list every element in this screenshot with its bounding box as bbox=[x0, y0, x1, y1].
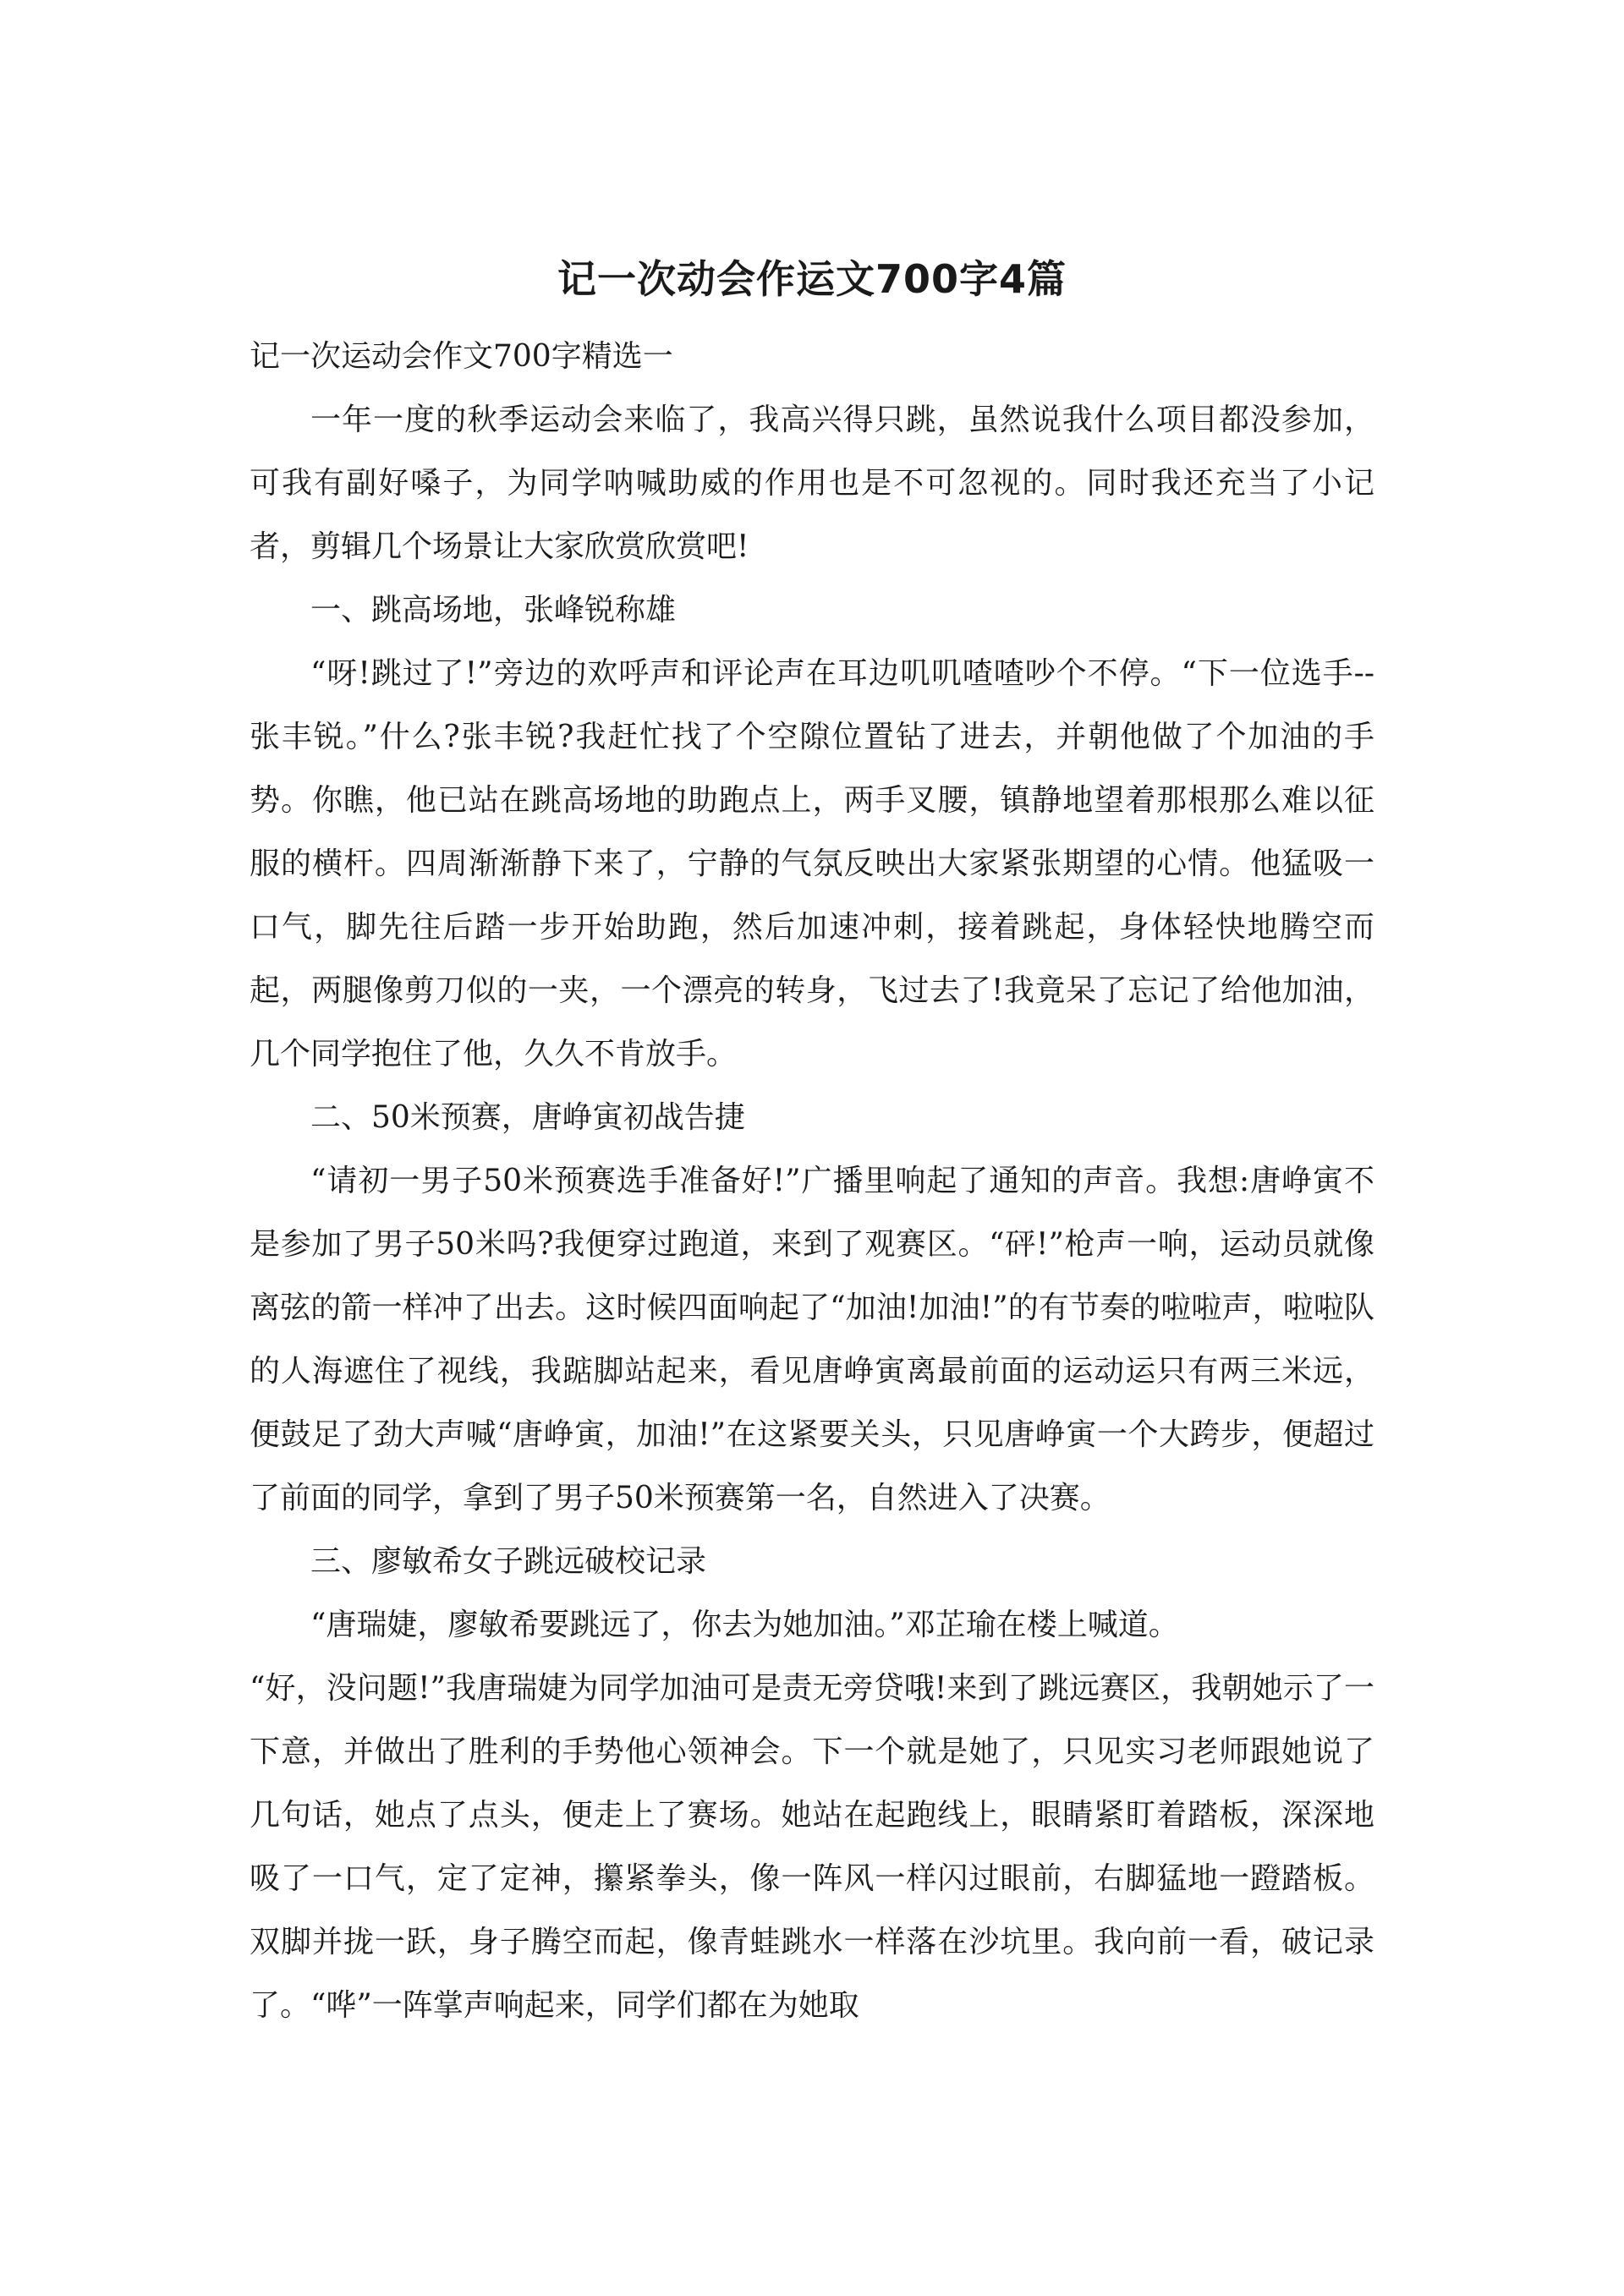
paragraph-long-jump-call: “唐瑞婕，廖敏希要跳远了，你去为她加油。”邓芷瑜在楼上喊道。 bbox=[310, 1608, 1179, 1642]
section-heading-50m: 二、50米预赛，唐峥寅初战告捷 bbox=[310, 1100, 745, 1135]
paragraph-50m: “请初一男子50米预赛选手准备好!”广播里响起了通知的声音。我想:唐峥寅不是参加了男子50米吗?我便穿过跑道，来到了观赛区。“砰!”枪声一响，运动员就像离弦的箭一样冲了出去。这时候四面响起了“加油!加油!”的有节奏的啦啦声，啦啦队的人海遮住了视线，我踮脚站起来，看见唐峥寅离最前面的运动运只有两三米远，便鼓足了劲大声喊“唐峥寅，加油!”在这紧要关头，只见唐峥寅一个大跨步，便超过了前面的同学，拿到了男子50米预赛第一名，自然进入了决赛。 bbox=[250, 1164, 1374, 1515]
paragraph-long-jump: “好，没问题!”我唐瑞婕为同学加油可是责无旁贷哦!来到了跳远赛区，我朝她示了一下意，并做出了胜利的手势他心领神会。下一个就是她了，只见实习老师跟她说了几句话，她点了点头，便走上了赛场。她站在起跑线上，眼睛紧盯着踏板，深深地吸了一口气，定了定神，攥紧拳头，像一阵风一样闪过眼前，右脚猛地一蹬踏板。双脚并拢一跃，身子腾空而起，像青蛙跳水一样落在沙坑里。我向前一看，破记录了。“哗”一阵掌声响起来，同学们都在为她取 bbox=[250, 1671, 1374, 2023]
paragraph-intro: 一年一度的秋季运动会来临了，我高兴得只跳，虽然说我什么项目都没参加，可我有副好嗓子，为同学呐喊助威的作用也是不可忽视的。同时我还充当了小记者，剪辑几个场景让大家欣赏欣赏吧! bbox=[250, 403, 1374, 564]
essay-subtitle: 记一次运动会作文700字精选一 bbox=[250, 339, 673, 374]
section-heading-long-jump: 三、廖敏希女子跳远破校记录 bbox=[310, 1544, 707, 1579]
document-title: 记一次动会作运文700字4篇 bbox=[557, 256, 1067, 302]
paragraph-high-jump: “呀!跳过了!”旁边的欢呼声和评论声在耳边叽叽喳喳吵个不停。“下一位选手--张丰锐。”什么?张丰锐?我赶忙找了个空隙位置钻了进去，并朝他做了个加油的手势。你瞧，他已站在跳高场地的助跑点上，两手叉腰，镇静地望着那根那么难以征服的横杆。四周渐渐静下来了，宁静的气氛反映出大家紧张期望的心情。他猛吸一口气，脚先往后踏一步开始助跑，然后加速冲刺，接着跳起，身体轻快地腾空而起，两腿像剪刀似的一夹，一个漂亮的转身，飞过去了!我竟呆了忘记了给他加油，几个同学抱住了他，久久不肯放手。 bbox=[250, 656, 1374, 1071]
section-heading-high-jump: 一、跳高场地，张峰锐称雄 bbox=[310, 593, 677, 627]
document-page bbox=[250, 245, 1374, 2037]
